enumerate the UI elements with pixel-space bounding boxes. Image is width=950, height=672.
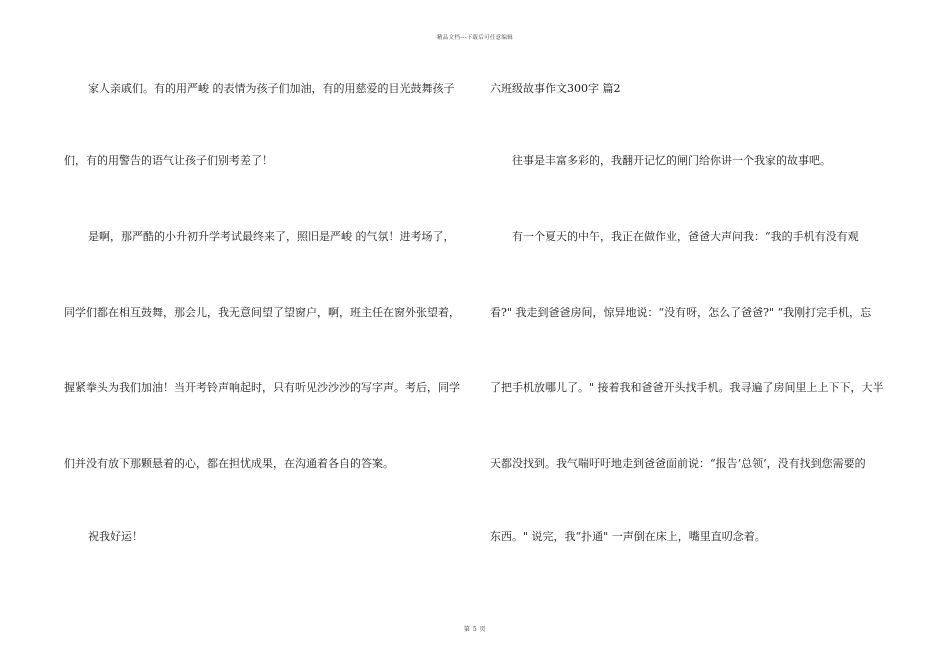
left-line-7: 祝我好运！ xyxy=(88,530,143,543)
right-line-5: 天都没找到。我气喘吁吁地走到爸爸面前说：“报告‘总领’，没有找到您需要的 xyxy=(490,457,866,470)
left-line-3: 是啊，那严酷的小升初升学考试最终来了，照旧是严峻 的气氛！进考场了， xyxy=(88,230,455,243)
left-line-2: 们，有的用警告的语气让孩子们别考差了！ xyxy=(64,154,273,167)
right-heading: 六班级故事作文300字 篇2 xyxy=(490,82,621,95)
page-header: 精品文档---下载后可任意编辑 xyxy=(436,35,514,41)
right-line-4: 了把手机放哪儿了。" 接着我和爸爸开头找手机。我寻遍了房间里上上下下，大半 xyxy=(490,381,884,394)
right-line-3: 看?" 我走到爸爸房间，惊异地说：“没有呀，怎么了爸爸?" “我刚打完手机，忘 xyxy=(490,306,872,319)
left-line-5: 握紧拳头为我们加油！当开考铃声响起时，只有听见沙沙沙的写字声。考后，同学 xyxy=(64,381,460,394)
right-line-2: 有一个夏天的中午，我正在做作业，爸爸大声问我：“我的手机有没有观 xyxy=(512,230,859,243)
right-line-6: 东西。" 说完，我“扑通" 一声倒在床上，嘴里直叨念着。 xyxy=(490,530,766,543)
right-line-1: 往事是丰富多彩的，我翻开记忆的闸门给你讲一个我家的故事吧。 xyxy=(512,154,831,167)
left-line-1: 家人亲戚们。有的用严峻 的表情为孩子们加油，有的用慈爱的目光鼓舞孩子 xyxy=(88,82,455,95)
page-number: 第 5 页 xyxy=(463,626,487,633)
left-line-6: 们并没有放下那颗悬着的心，都在担忧成果，在沟通着各自的答案。 xyxy=(64,457,394,470)
left-line-4: 同学们都在相互鼓舞，那会儿，我无意间望了望窗户，啊，班主任在窗外张望着， xyxy=(64,306,460,319)
